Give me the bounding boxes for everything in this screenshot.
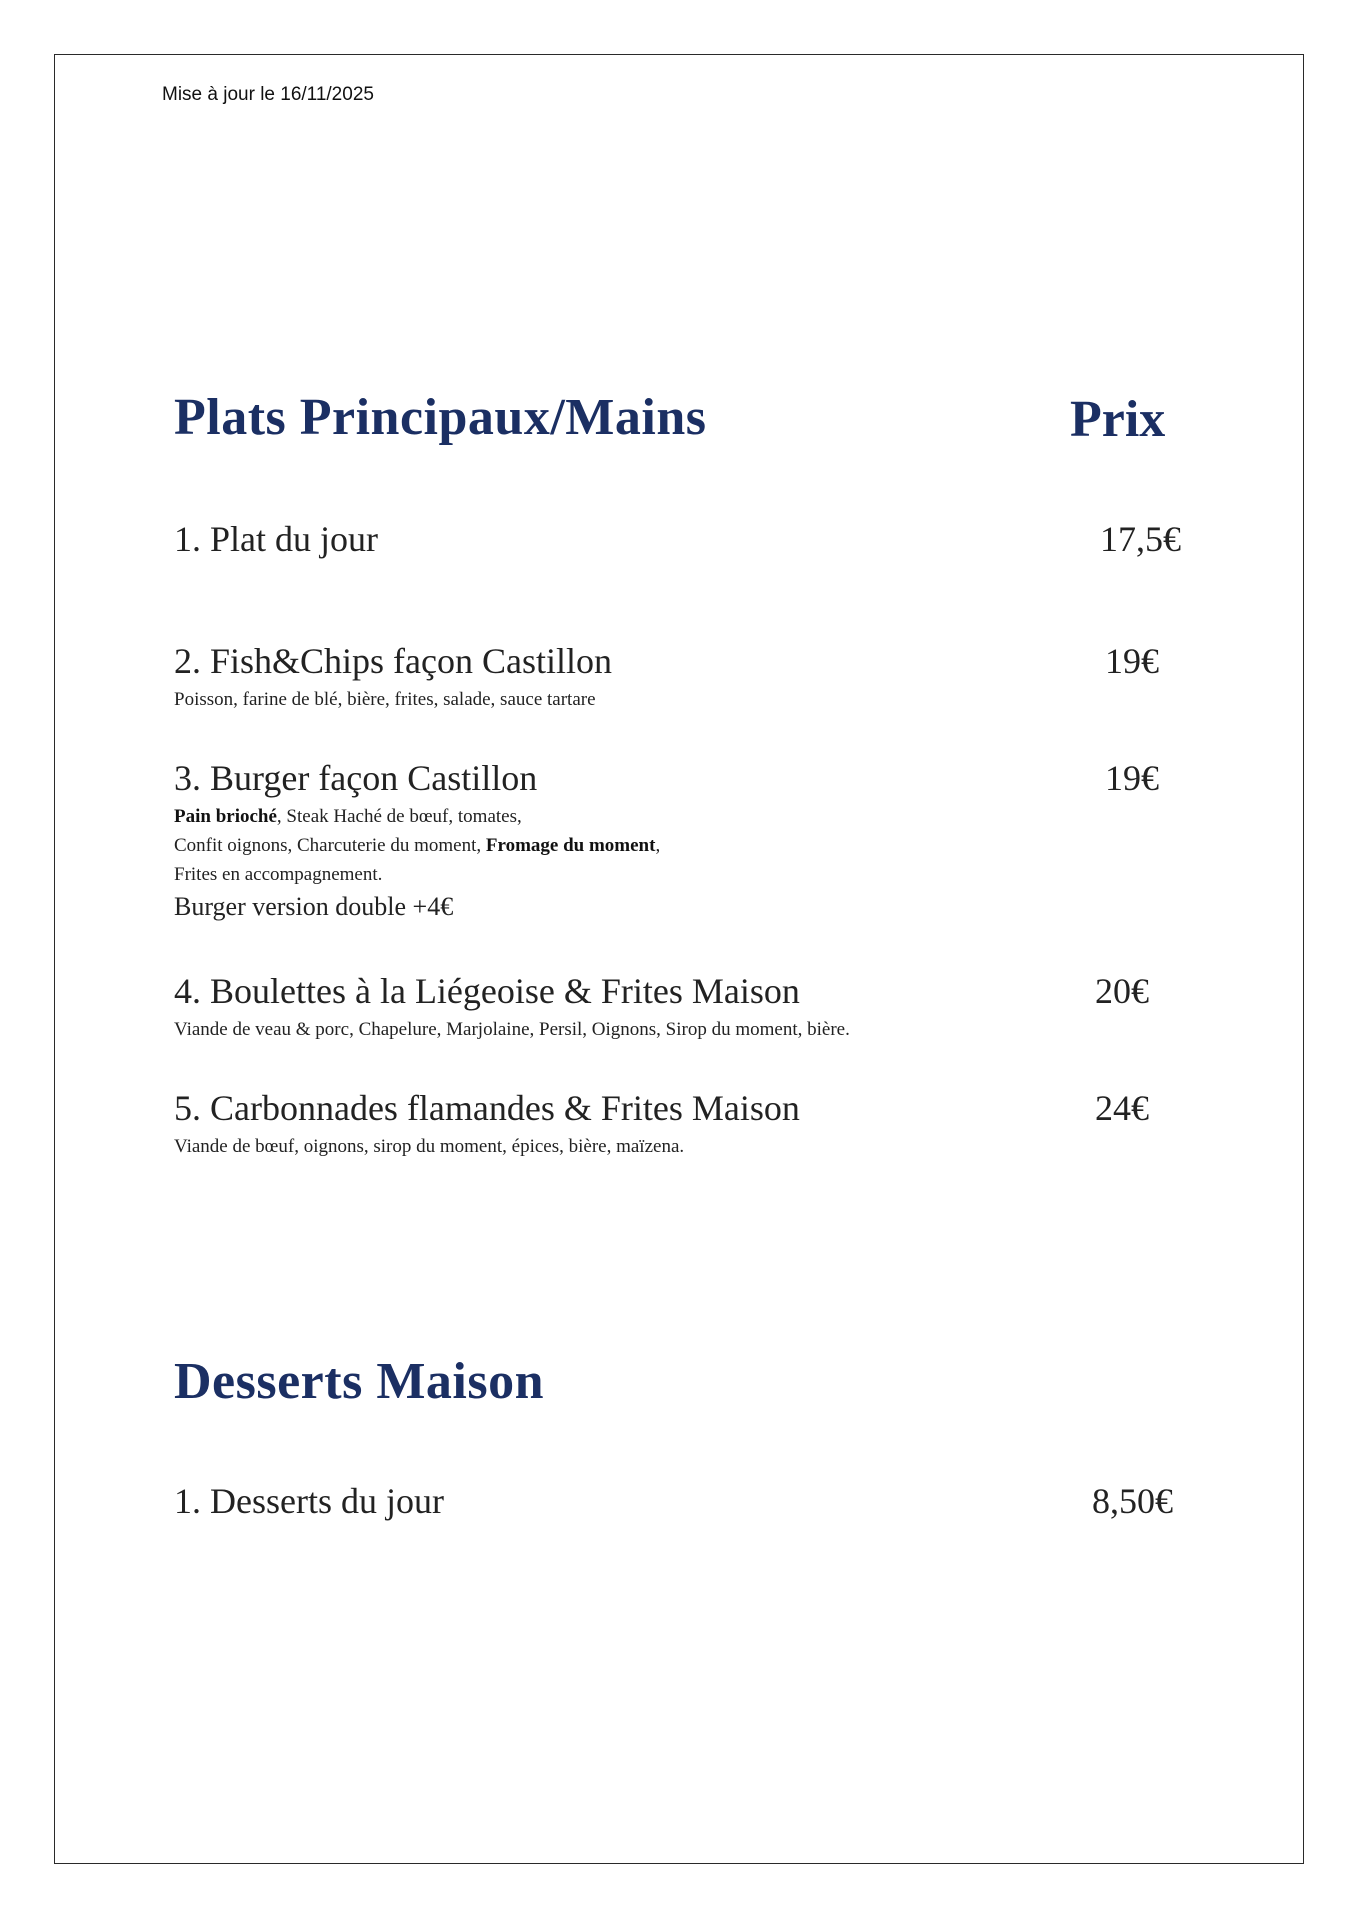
menu-item-description-line — [174, 806, 522, 828]
menu-item-name: 5. Carbonnades flamandes & Frites Maison — [174, 1088, 800, 1128]
ingredient-text: , Steak Haché de bœuf, tomates, — [276, 806, 522, 827]
menu-item-description: Viande de bœuf, oignons, sirop du moment, épices, bière, maïzena. — [174, 1136, 685, 1157]
menu-item-price: 20€ — [1095, 971, 1149, 1011]
menu-item-description: Poisson, farine de blé, bière, frites, salade, sauce tartare — [174, 689, 596, 710]
menu-item-name: 3. Burger façon Castillon — [174, 758, 538, 798]
menu-item-description-line — [174, 835, 660, 857]
menu-item-price: 17,5€ — [1100, 519, 1181, 559]
menu-item-description: Viande de veau & porc, Chapelure, Marjolaine, Persil, Oignons, Sirop du moment, bière. — [174, 1019, 850, 1040]
menu-item-name: 2. Fish&Chips façon Castillon — [174, 641, 613, 681]
menu-item-name: 1. Plat du jour — [174, 519, 378, 559]
bold-ingredient: Pain brioché — [174, 806, 277, 827]
dessert-item-price: 8,50€ — [1092, 1481, 1173, 1521]
menu-item-price: 19€ — [1105, 758, 1159, 798]
menu-item-price: 24€ — [1095, 1088, 1149, 1128]
ingredient-text: Confit oignons, Charcuterie du moment, — [174, 835, 486, 856]
menu-item-name: 4. Boulettes à la Liégeoise & Frites Maison — [174, 971, 800, 1011]
mains-section-title: Plats Principaux/Mains — [174, 389, 707, 446]
dessert-item-name: 1. Desserts du jour — [174, 1481, 444, 1521]
bold-ingredient: Fromage du moment — [485, 835, 656, 856]
update-date-note: Mise à jour le 16/11/2025 — [162, 84, 374, 105]
menu-item-price: 19€ — [1105, 641, 1159, 681]
menu-item-extra-option: Burger version double +4€ — [174, 892, 454, 921]
menu-item-description-line: Frites en accompagnement. — [174, 864, 383, 885]
page-frame — [54, 54, 1304, 1864]
ingredient-text: , — [655, 835, 661, 856]
desserts-section-title: Desserts Maison — [174, 1353, 545, 1410]
price-column-header: Prix — [1070, 391, 1166, 448]
